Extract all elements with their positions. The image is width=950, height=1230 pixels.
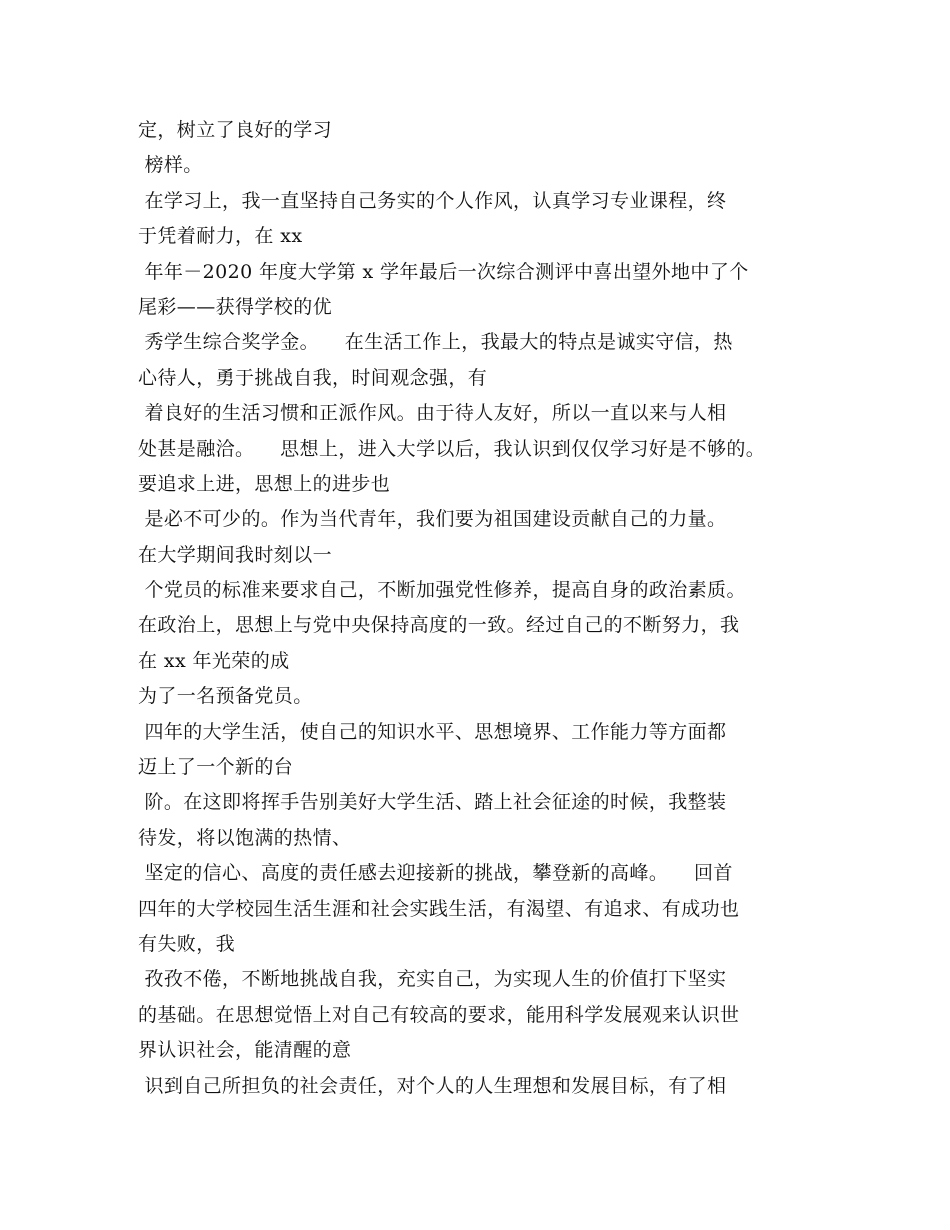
text-line: 于凭着耐力，在 xx [138, 225, 303, 248]
text-line: 是必不可少的。作为当代青年，我们要为祖国建设贡献自己的力量。 [138, 508, 727, 531]
text-line: 在学习上，我一直坚持自己务实的个人作风，认真学习专业课程，终 [138, 189, 727, 212]
text-line: 个党员的标准来要求自己，不断加强党性修养，提高自身的政治素质。 [138, 579, 746, 602]
text-line: 心待人，勇于挑战自我，时间观念强，有 [138, 366, 488, 389]
text-line: 尾彩——获得学校的优 [138, 295, 333, 318]
text-line: 坚定的信心、高度的责任感去迎接新的挑战，攀登新的高峰。 回首 [138, 862, 733, 885]
text-line: 处甚是融洽。 思想上，进入大学以后，我认识到仅仅学习好是不够的。 [138, 437, 766, 460]
text-line: 识到自己所担负的社会责任，对个人的人生理想和发展目标，有了相 [138, 1074, 727, 1097]
text-line: 迈上了一个新的台 [138, 756, 294, 779]
text-line: 在政治上，思想上与党中央保持高度的一致。经过自己的不断努力，我 [138, 614, 740, 637]
text-line: 在大学期间我时刻以一 [138, 543, 333, 566]
text-line: 秀学生综合奖学金。 在生活工作上，我最大的特点是诚实守信，热 [138, 331, 733, 354]
text-line: 年年－2020 年度大学第 x 学年最后一次综合测评中喜出望外地中了个 [138, 260, 749, 283]
text-line: 榜样。 [138, 154, 203, 177]
text-line: 定，树立了良好的学习 [138, 119, 333, 141]
document-body [138, 113, 838, 1104]
text-line: 要追求上进，思想上的进步也 [138, 472, 391, 495]
text-line: 阶。在这即将挥手告别美好大学生活、踏上社会征途的时候，我整装 [138, 791, 727, 814]
text-line: 四年的大学校园生活生涯和社会实践生活，有渴望、有追求、有成功也 [138, 897, 740, 920]
text-line: 有失败，我 [138, 932, 236, 955]
text-line: 为了一名预备党员。 [138, 685, 313, 708]
text-line: 四年的大学生活，使自己的知识水平、思想境界、工作能力等方面都 [138, 720, 727, 743]
text-line: 着良好的生活习惯和正派作风。由于待人友好，所以一直以来与人相 [138, 402, 727, 425]
text-line: 界认识社会，能清醒的意 [138, 1039, 352, 1062]
text-line: 在 xx 年光荣的成 [138, 649, 290, 672]
text-line: 孜孜不倦，不断地挑战自我，充实自己，为实现人生的价值打下坚实 [138, 968, 727, 991]
text-line: 的基础。在思想觉悟上对自己有较高的要求，能用科学发展观来认识世 [138, 1003, 740, 1026]
text-line: 待发，将以饱满的热情、 [138, 826, 352, 849]
